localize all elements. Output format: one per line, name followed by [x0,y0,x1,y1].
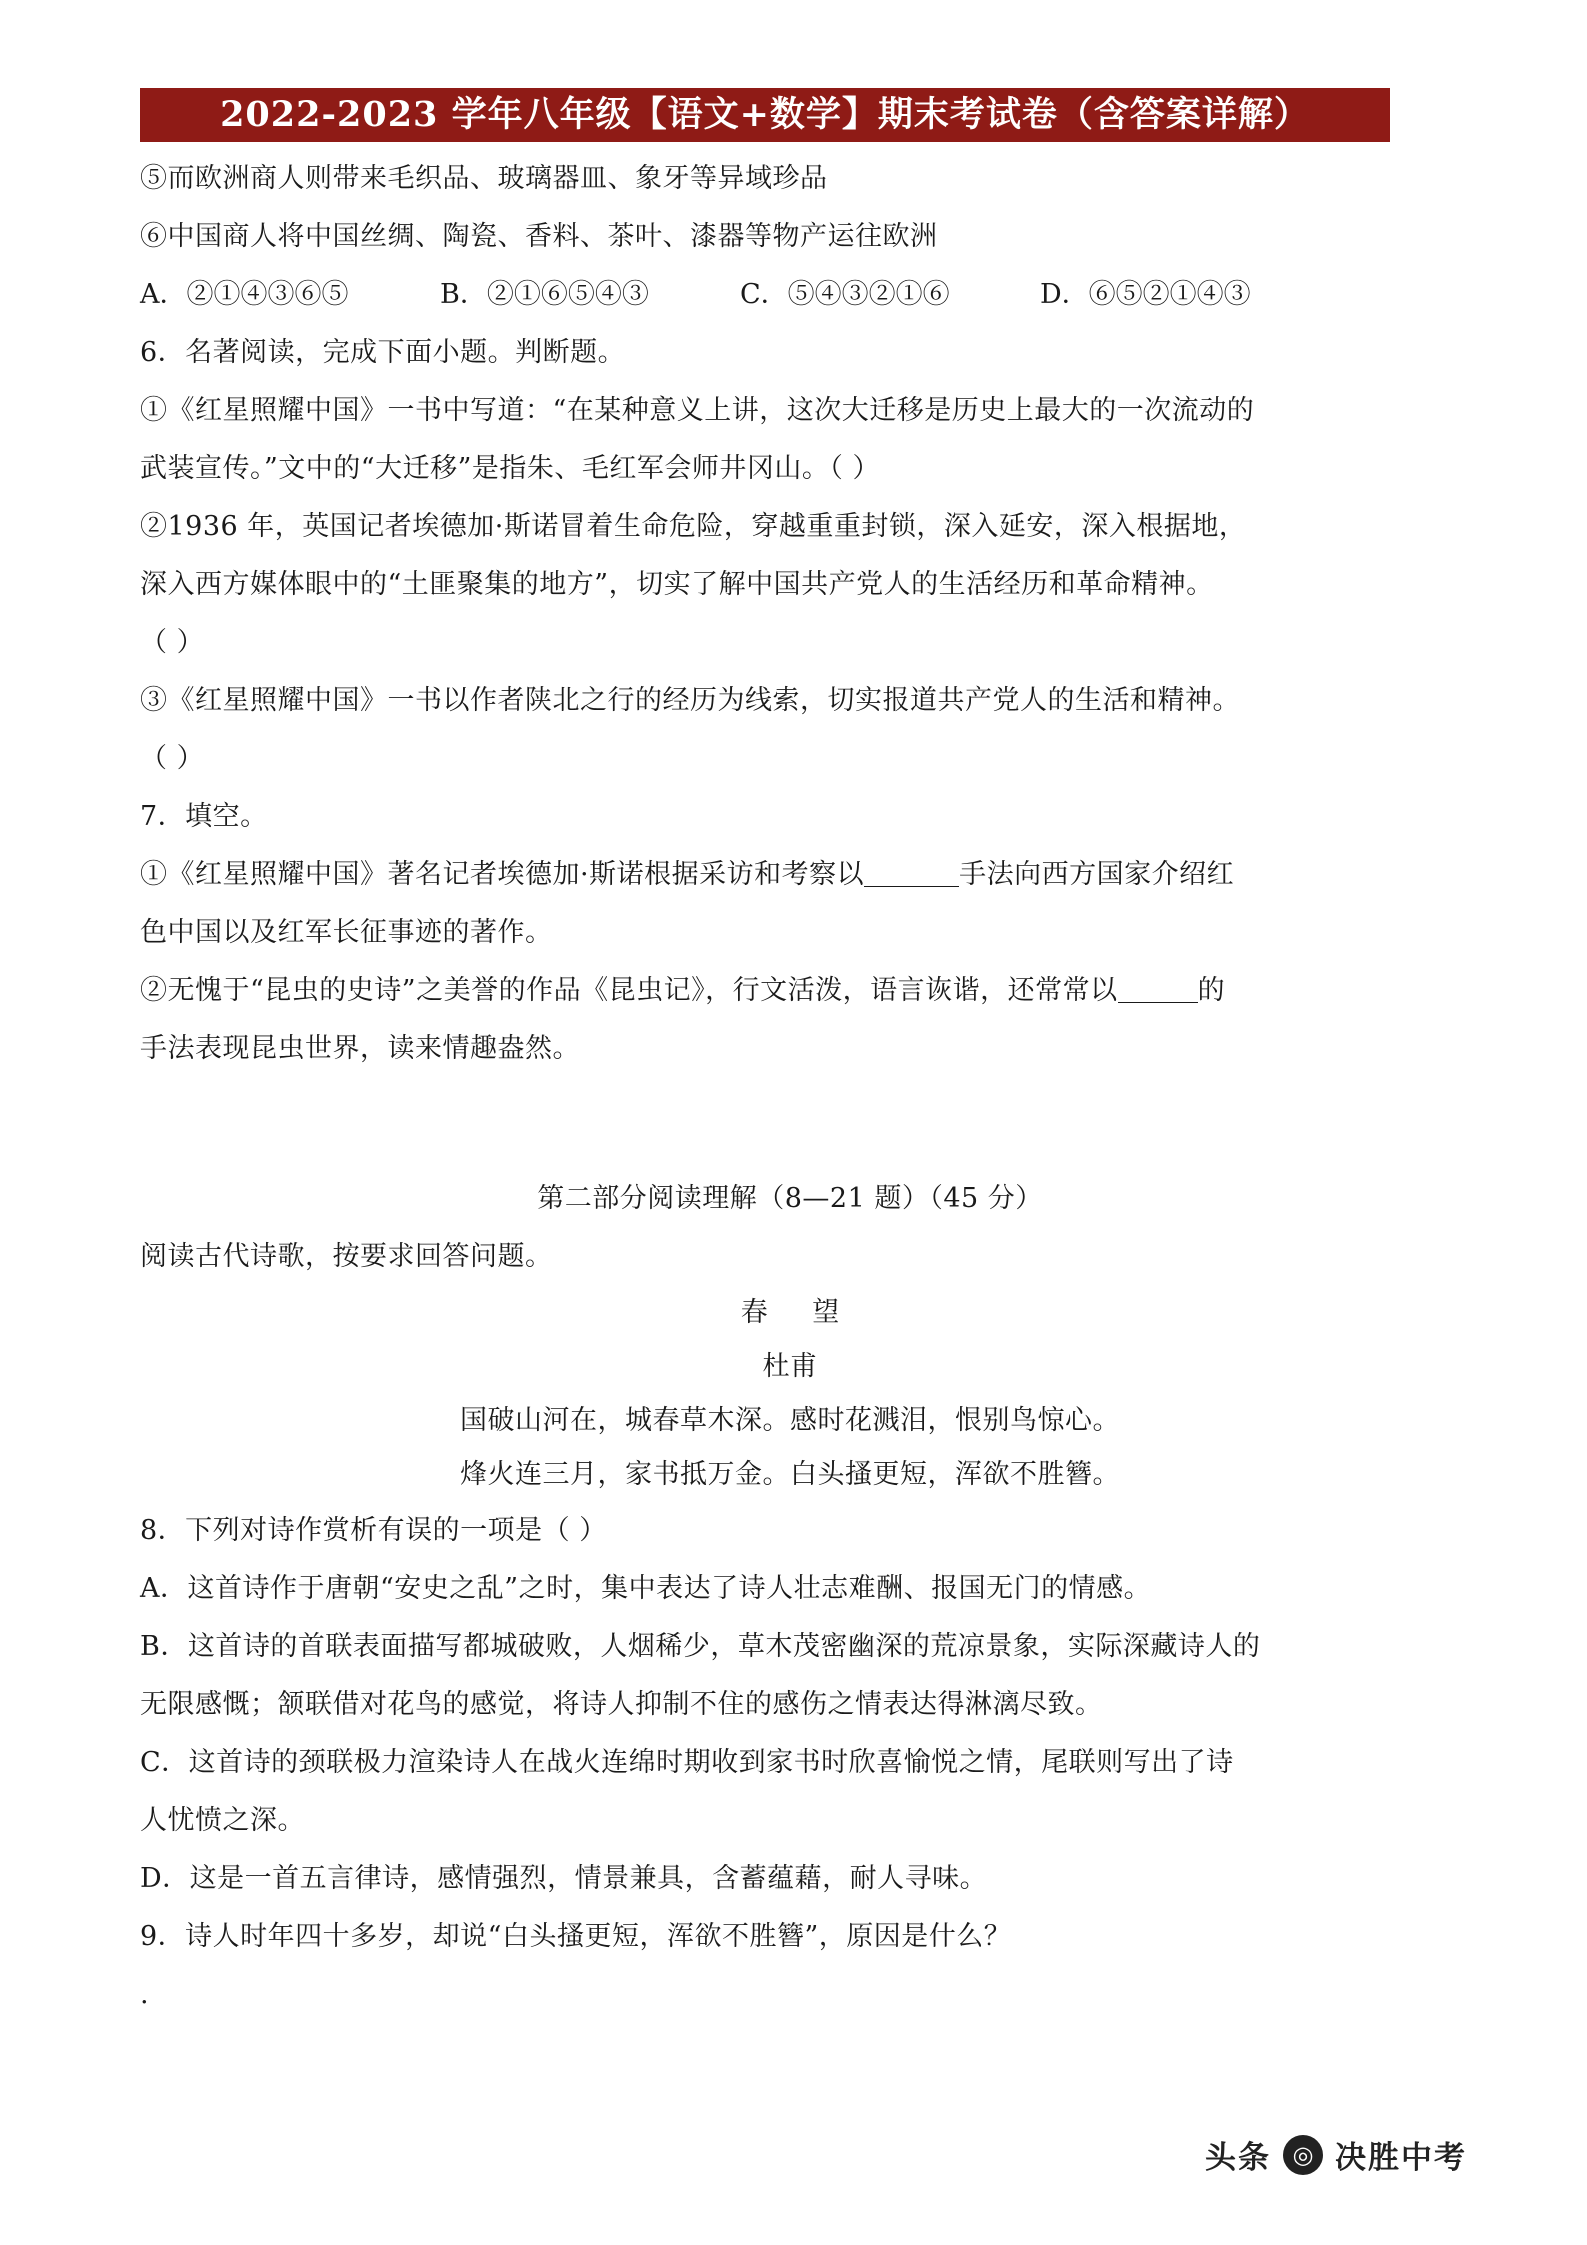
toutiao-label: 头条 [1205,2140,1271,2176]
logo-badge-icon: ◎ [1283,2135,1323,2175]
choice-d: D．⑥⑤②①④③ [1040,279,1251,310]
question-6-item-2-answer-bracket: （ ） [140,627,205,658]
list-item-5: ⑤而欧洲商人则带来毛织品、玻璃器皿、象牙等异域珍品 [140,163,828,194]
reading-instruction: 阅读古代诗歌，按要求回答问题。 [140,1241,553,1272]
poem-author: 杜甫 [762,1351,818,1382]
section-2-title: 第二部分阅读理解（8—21 题）（45 分） [537,1183,1043,1214]
question-6-item-3-answer-bracket: （ ） [140,743,205,774]
question-8-choice-d: D．这是一首五言律诗，感情强烈，情景兼具，含蓄蕴藉，耐人寻味。 [140,1863,988,1894]
question-6-stem: 6．名著阅读，完成下面小题。判断题。 [140,337,626,368]
document-body [140,150,1440,2024]
document-banner-title: 2022-2023 学年八年级【语文+数学】期末考试卷（含答案详解） [140,88,1390,142]
question-7-item-1-text-before: ①《红星照耀中国》著名记者埃德加·斯诺根据采访和考察以 [140,859,865,890]
poem-title: 春 望 [740,1297,858,1328]
question-6-item-1-line-2: 武装宣传。”文中的“大迁移”是指朱、毛红军会师井冈山。（ ） [140,453,880,484]
watermark-logo [1205,2132,1467,2177]
fill-blank-2 [1118,976,1198,1003]
spacer [140,1078,1440,1118]
question-7-item-1-line-1 [140,846,1440,904]
question-8-choice-b-line-2: 无限感慨；颔联借对花鸟的感觉，将诗人抑制不住的感伤之情表达得淋漓尽致。 [140,1689,1103,1720]
question-8-choice-c-line-1: C．这首诗的颈联极力渲染诗人在战火连绵时期收到家书时欣喜愉悦之情，尾联则写出了诗 [140,1747,1234,1778]
poem-line-2: 烽火连三月，家书抵万金。白头搔更短，浑欲不胜簪。 [460,1459,1120,1490]
question-6-item-2-line-1: ②1936 年，英国记者埃德加·斯诺冒着生命危险，穿越重重封锁，深入延安，深入根据地， [140,511,1247,542]
question-8-choice-a: A．这首诗作于唐朝“安史之乱”之时，集中表达了诗人壮志难酬、报国无门的情感。 [140,1573,1152,1604]
answer-choices-row [140,266,1440,324]
question-7-item-2-line-2: 手法表现昆虫世界，读来情趣盎然。 [140,1033,580,1064]
choice-b: B．②①⑥⑤④③ [440,279,649,310]
question-7-item-2-text-before: ②无愧于“昆虫的史诗”之美誉的作品《昆虫记》，行文活泼，语言诙谐，还常常以 [140,975,1118,1006]
list-item-6: ⑥中国商人将中国丝绸、陶瓷、香料、茶叶、漆器等物产运往欧洲 [140,221,938,252]
question-6-item-3-line-1: ③《红星照耀中国》一书以作者陕北之行的经历为线索，切实报道共产党人的生活和精神。 [140,685,1240,716]
question-8-choice-b-line-1: B．这首诗的首联表面描写都城破败，人烟稀少，草木茂密幽深的荒凉景象，实际深藏诗人的 [140,1631,1261,1662]
question-7-item-1-text-after: 手法向西方国家介绍红 [959,859,1235,890]
question-7-stem: 7．填空。 [140,801,268,832]
poem-line-1: 国破山河在，城春草木深。感时花溅泪，恨别鸟惊心。 [460,1405,1120,1436]
question-6-item-1-line-1: ①《红星照耀中国》一书中写道：“在某种意义上讲，这次大迁移是历史上最大的一次流动的 [140,395,1255,426]
fill-blank-1 [864,860,959,887]
question-9-stem: 9．诗人时年四十多岁，却说“白头搔更短，浑欲不胜簪”，原因是什么？ [140,1921,1012,1952]
choice-c: C．⑤④③②①⑥ [740,279,950,310]
question-8-choice-c-line-2: 人忧愤之深。 [140,1805,305,1836]
trailing-dot: . [140,1979,150,2010]
choice-a: A．②①④③⑥⑤ [140,279,349,310]
question-7-item-1-line-2: 色中国以及红军长征事迹的著作。 [140,917,553,948]
question-7-item-2-line-1 [140,962,1440,1020]
question-6-item-2-line-2: 深入西方媒体眼中的“土匪聚集的地方”，切实了解中国共产党人的生活经历和革命精神。 [140,569,1214,600]
question-7-item-2-text-after: 的 [1197,975,1226,1006]
brand-name: 决胜中考 [1335,2140,1467,2176]
question-8-stem: 8．下列对诗作赏析有误的一项是（ ） [140,1515,607,1546]
